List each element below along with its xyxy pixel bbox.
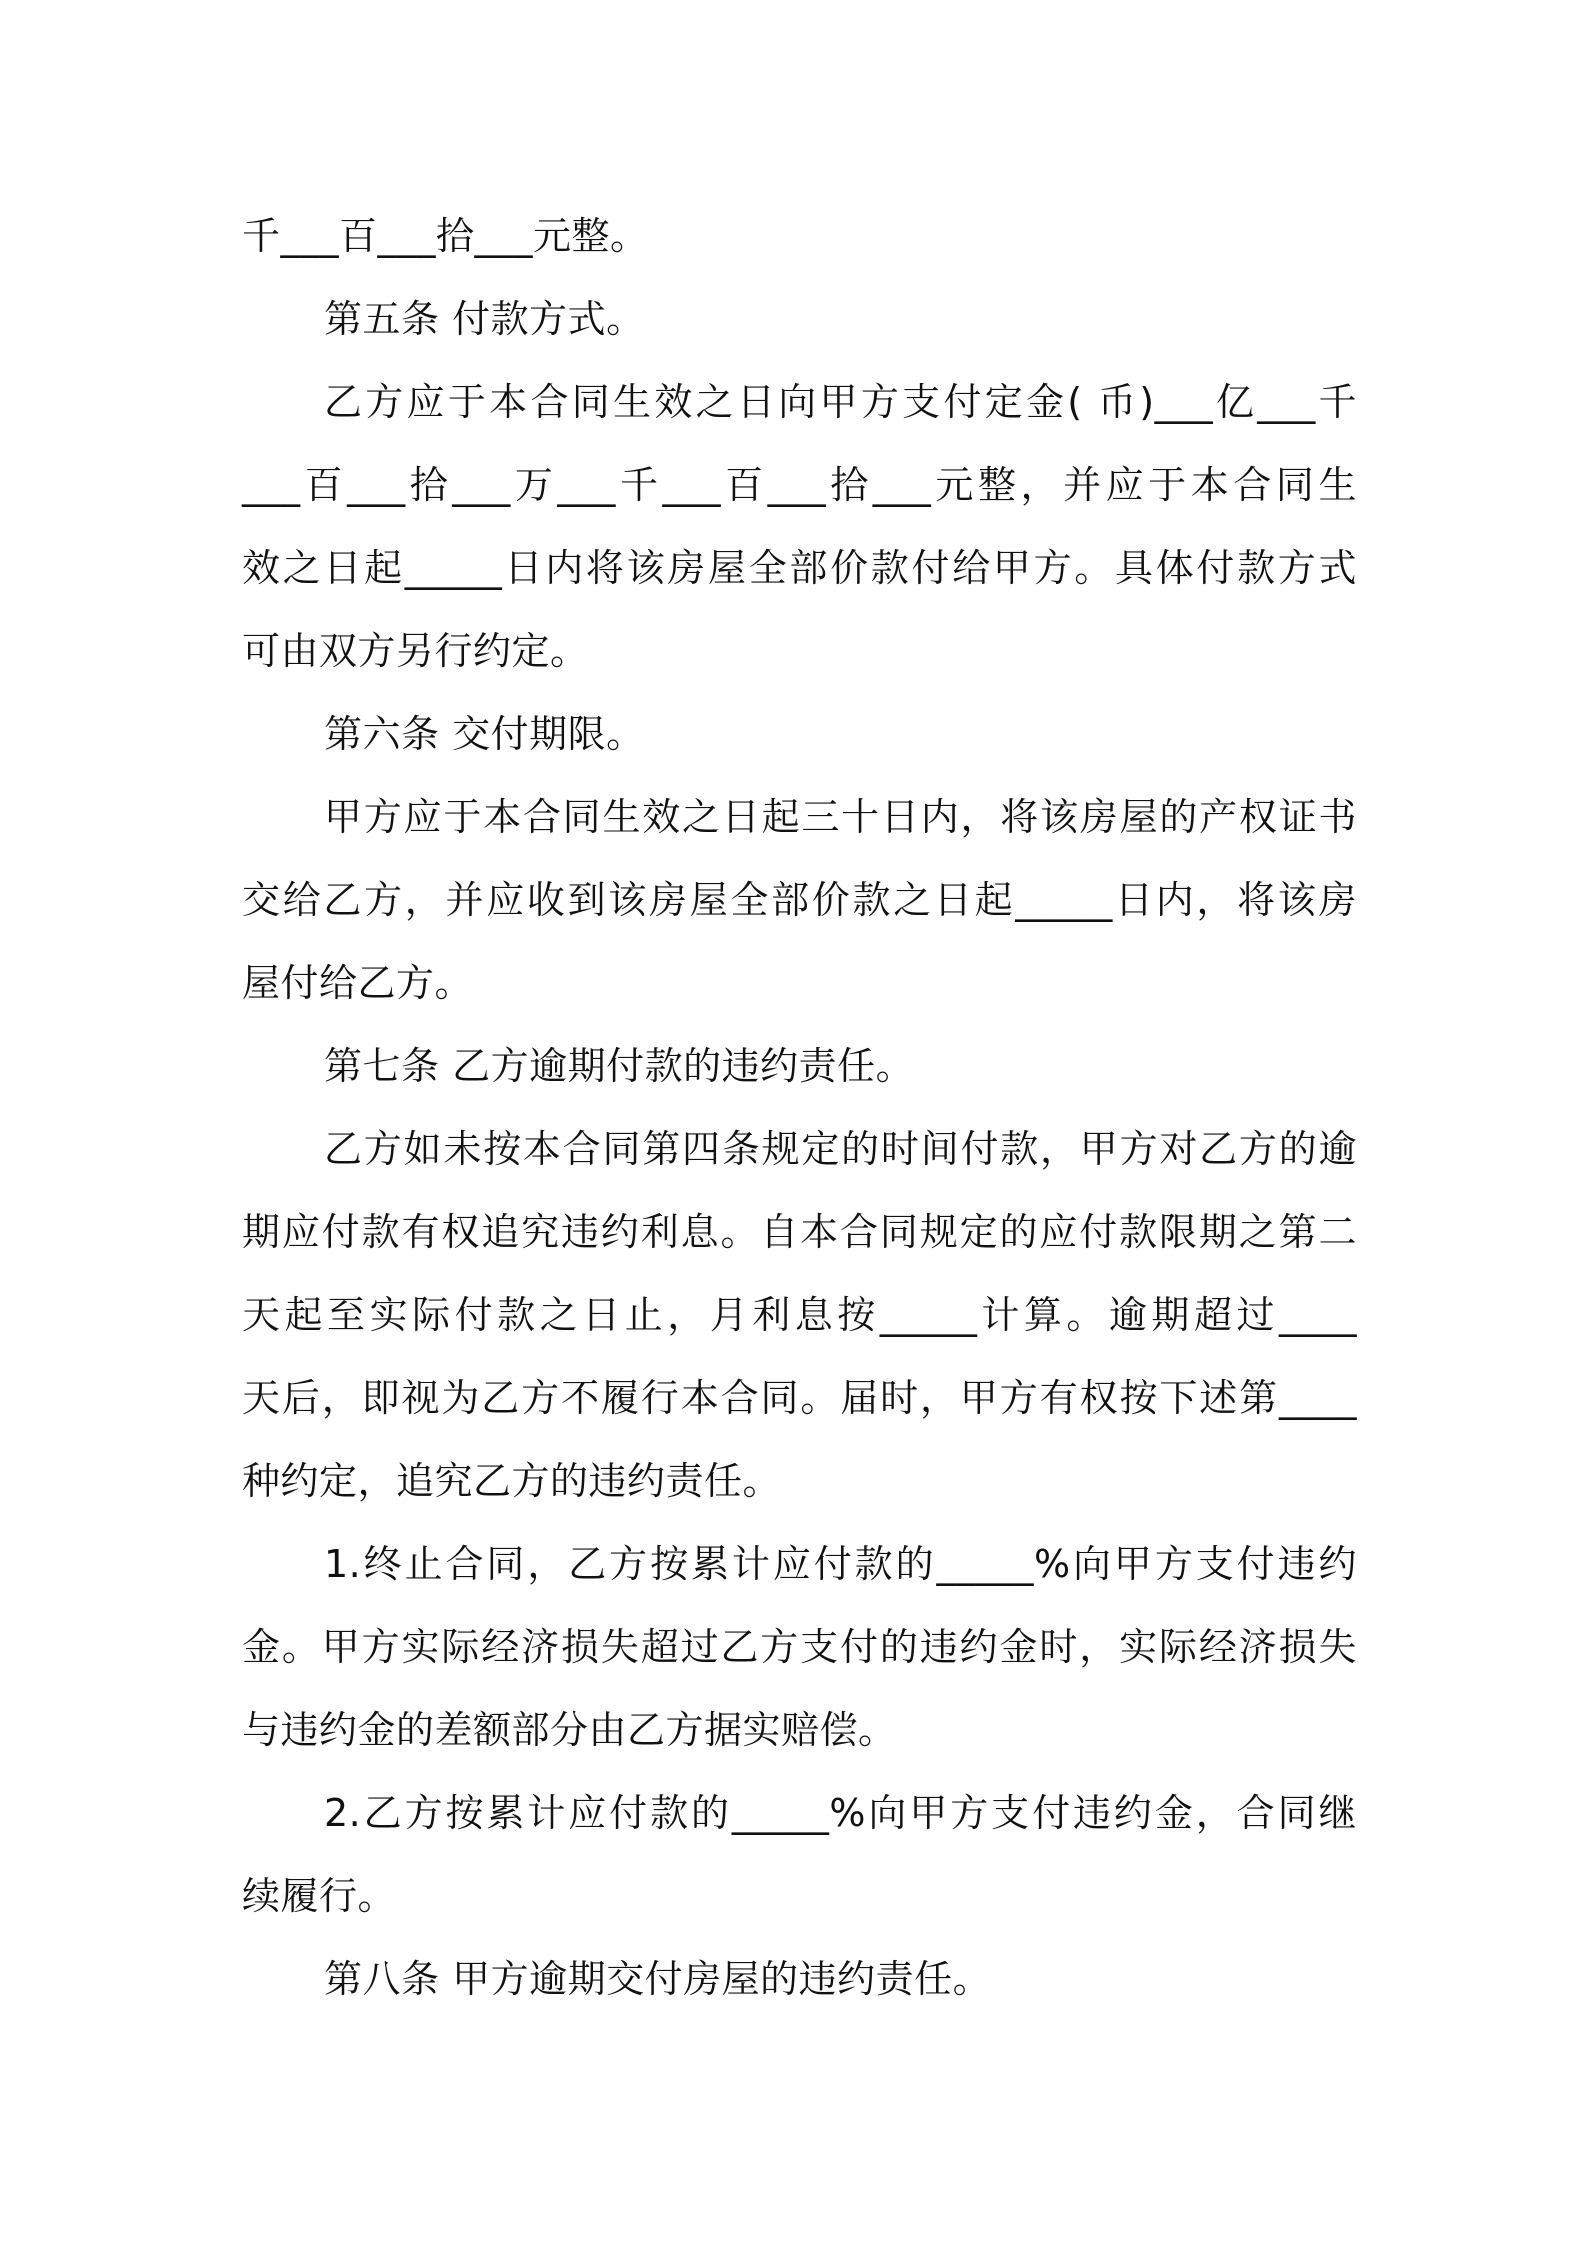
- text-line: 屋付给乙方。: [242, 961, 474, 1005]
- text-line: 效之日起_____日内将该房屋全部价款付给甲方。具体付款方式: [242, 546, 1357, 590]
- text-line: 种约定，追究乙方的违约责任。: [242, 1459, 782, 1503]
- text-line: 天起至实际付款之日止，月利息按_____计算。逾期超过____: [242, 1293, 1357, 1337]
- text-line: 交给乙方，并应收到该房屋全部价款之日起_____日内，将该房: [242, 878, 1357, 922]
- article-6-heading: 第六条 交付期限。: [324, 712, 645, 756]
- text-line: 续履行。: [242, 1874, 397, 1918]
- text-line: 甲方应于本合同生效之日起三十日内，将该房屋的产权证书: [324, 795, 1357, 839]
- text-line: 期应付款有权追究违约利息。自本合同规定的应付款限期之第二: [242, 1210, 1357, 1254]
- article-8-heading: 第八条 甲方逾期交付房屋的违约责任。: [324, 1957, 992, 2001]
- text-line: 天后，即视为乙方不履行本合同。届时，甲方有权按下述第____: [242, 1376, 1357, 1420]
- contract-text: [242, 195, 1357, 2021]
- text-line: 金。甲方实际经济损失超过乙方支付的违约金时，实际经济损失: [242, 1625, 1357, 1669]
- text-line: 乙方如未按本合同第四条规定的时间付款，甲方对乙方的逾: [324, 1127, 1357, 1171]
- text-line: 与违约金的差额部分由乙方据实赔偿。: [242, 1708, 897, 1752]
- text-line: 2.乙方按累计应付款的_____%向甲方支付违约金，合同继: [324, 1791, 1357, 1835]
- article-7-heading: 第七条 乙方逾期付款的违约责任。: [324, 1044, 915, 1088]
- text-line: ___百___拾___万___千___百___拾___元整，并应于本合同生: [242, 463, 1357, 507]
- article-5-heading: 第五条 付款方式。: [324, 297, 645, 341]
- text-line: 可由双方另行约定。: [242, 629, 589, 673]
- text-line: 1.终止合同，乙方按累计应付款的_____%向甲方支付违约: [324, 1542, 1357, 1586]
- text-line: 乙方应于本合同生效之日向甲方支付定金( 币)___亿___千: [324, 380, 1357, 424]
- text-line: 千___百___拾___元整。: [242, 214, 649, 258]
